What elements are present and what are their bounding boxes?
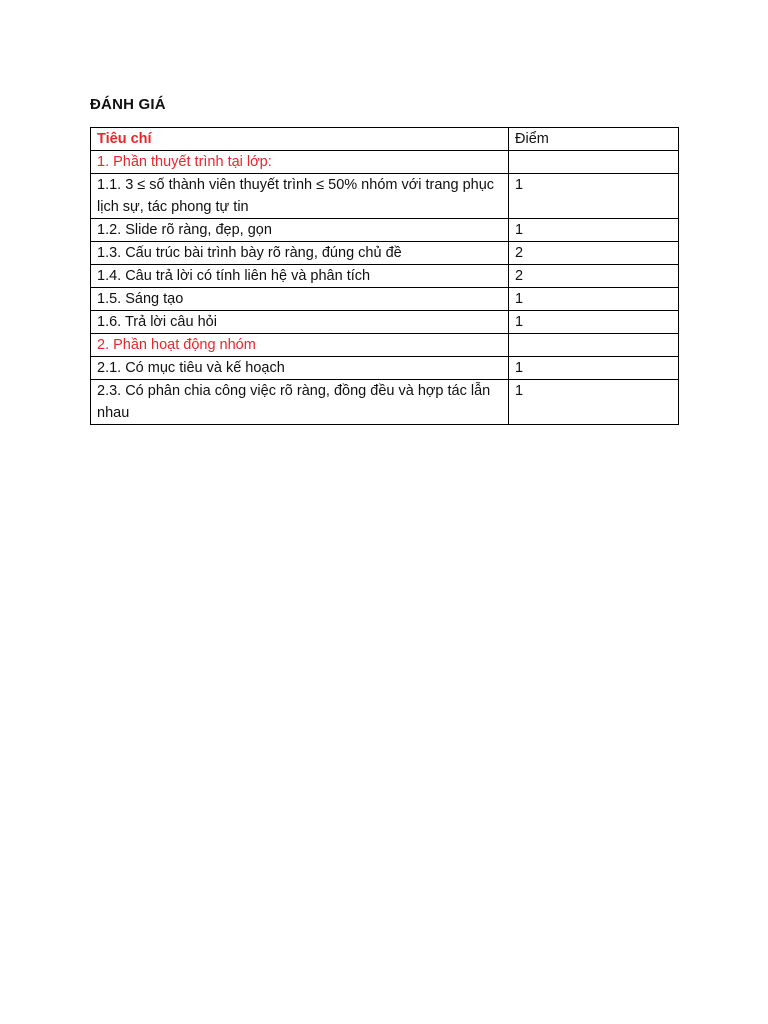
table-row bbox=[91, 357, 679, 380]
score-cell: 1 bbox=[509, 357, 679, 380]
criterion-cell: 1.1. 3 ≤ số thành viên thuyết trình ≤ 50% nhóm với trang phục lịch sự, tác phong tự tin bbox=[91, 174, 509, 219]
criterion-cell: 2.1. Có mục tiêu và kế hoạch bbox=[91, 357, 509, 380]
score-cell: 1 bbox=[509, 219, 679, 242]
score-cell: 1 bbox=[509, 311, 679, 334]
section-row bbox=[91, 151, 679, 174]
criterion-column-header: Tiêu chí bbox=[91, 128, 509, 151]
table-row bbox=[91, 174, 679, 219]
score-cell: 1 bbox=[509, 380, 679, 425]
table-header-row bbox=[91, 128, 679, 151]
table-row bbox=[91, 311, 679, 334]
page-title: ĐÁNH GIÁ bbox=[90, 96, 166, 113]
score-column-header: Điểm bbox=[509, 128, 679, 151]
criterion-cell: 1.2. Slide rõ ràng, đẹp, gọn bbox=[91, 219, 509, 242]
score-cell: 2 bbox=[509, 242, 679, 265]
score-cell: 2 bbox=[509, 265, 679, 288]
score-cell bbox=[509, 151, 679, 174]
score-cell: 1 bbox=[509, 288, 679, 311]
table-row bbox=[91, 265, 679, 288]
criterion-cell: 1.3. Cấu trúc bài trình bày rõ ràng, đúng chủ đề bbox=[91, 242, 509, 265]
score-cell bbox=[509, 334, 679, 357]
criterion-cell: 1.6. Trả lời câu hỏi bbox=[91, 311, 509, 334]
score-cell: 1 bbox=[509, 174, 679, 219]
criterion-cell: 2.3. Có phân chia công việc rõ ràng, đồng đều và hợp tác lẫn nhau bbox=[91, 380, 509, 425]
criterion-cell: 1.4. Câu trả lời có tính liên hệ và phân tích bbox=[91, 265, 509, 288]
criterion-cell: 1.5. Sáng tạo bbox=[91, 288, 509, 311]
criterion-cell: 2. Phần hoạt động nhóm bbox=[91, 334, 509, 357]
evaluation-table bbox=[90, 127, 679, 425]
table-row bbox=[91, 219, 679, 242]
table-row bbox=[91, 288, 679, 311]
table-row bbox=[91, 242, 679, 265]
table-row bbox=[91, 380, 679, 425]
criterion-cell: 1. Phần thuyết trình tại lớp: bbox=[91, 151, 509, 174]
section-row bbox=[91, 334, 679, 357]
